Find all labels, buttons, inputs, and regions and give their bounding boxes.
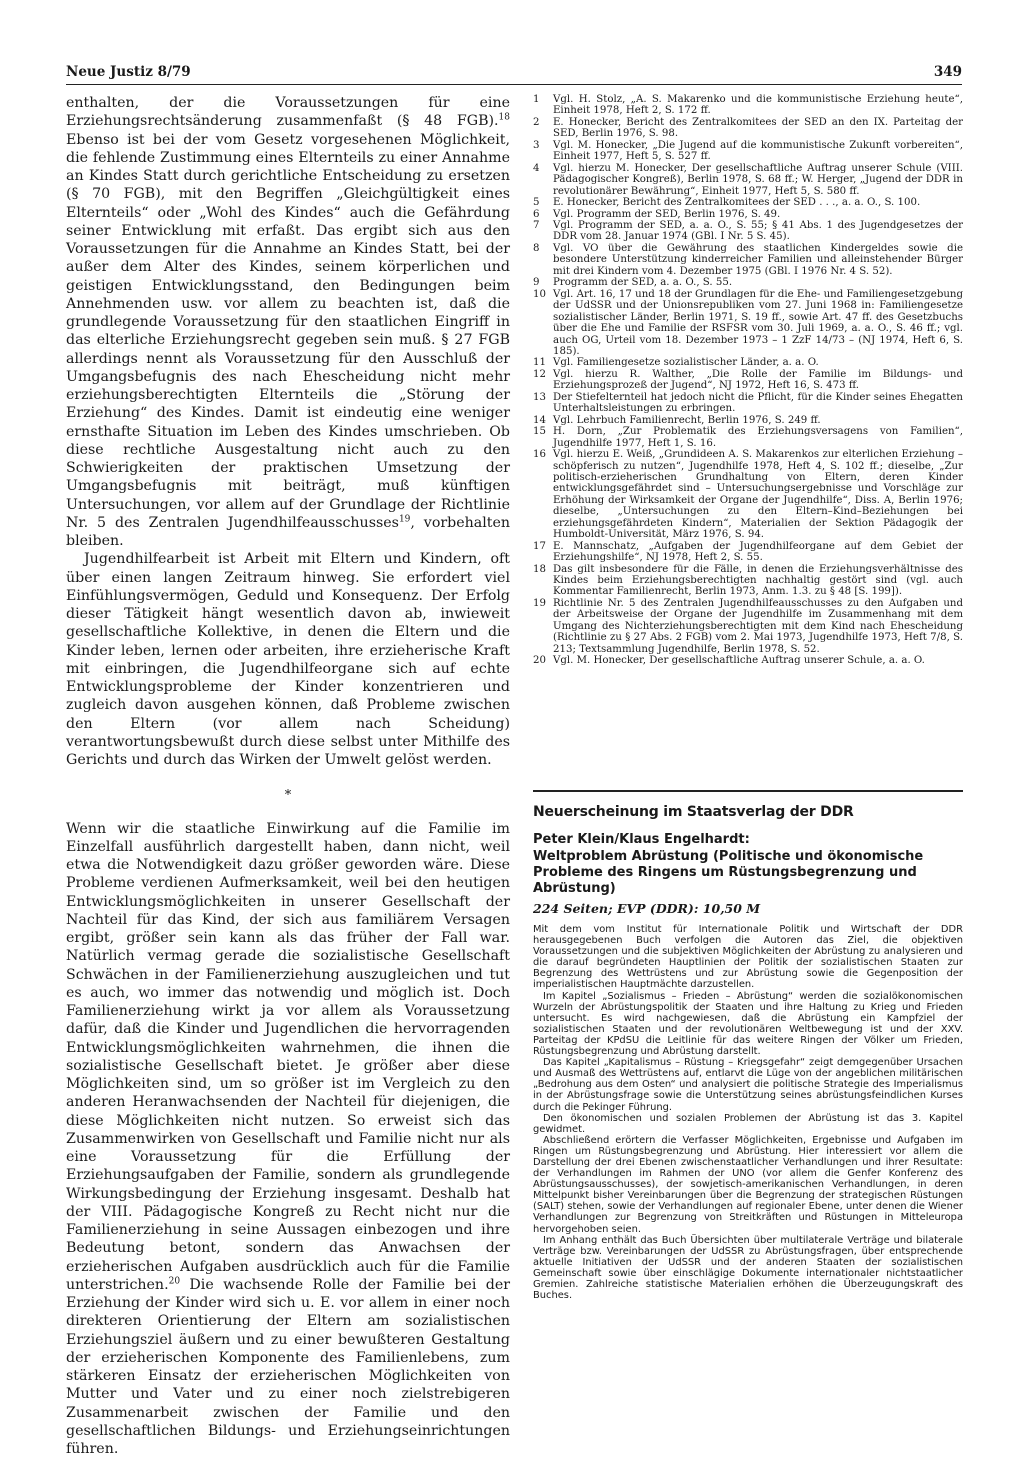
footnote-text: Vgl. M. Honecker, „Die Jugend auf die kommunistische Zukunft vorbereiten“, Einheit 1977, Heft 5, S. 527 ff.	[553, 140, 963, 163]
footnote-text: Der Stiefelternteil hat jedoch nicht die Pflicht, für die Kinder seines Ehegatten Unterhaltsleistungen zu erbringen.	[553, 392, 963, 415]
review-paragraph: Abschließend erörtern die Verfasser Möglichkeiten, Ergebnisse und Aufgaben im Ringen um Rüstungsbegrenzung und Abrüstung. Hier interessiert vor allem die Darstellung der drei Ebenen zwischenstaatlicher Verhandlungen und ihrer Resultate: der Verhandlungen im Rahmen der UNO (vor allem die Genfer Konferenz des Abrüstungsausschusses), der sowjetisch-amerikanischen Verhandlungen, in deren Mittelpunkt bisher Vereinbarungen über die Begrenzung der strategischen Rüstungen (SALT) stehen, sowie der Verhandlungen auf regionaler Ebene, unter denen die Wiener Verhandlungen zur Begrenzung von Streitkräften und Rüstungen in Mitteleuropa hervorgehoben seien.	[533, 1135, 963, 1235]
footnote-text: Vgl. Art. 16, 17 und 18 der Grundlagen für die Ehe- und Familiengesetzgebung der UdSSR und der Unionsrepubliken vom 27. Juni 1968 in: Familiengesetze sozialistischer Länder, Berlin 1971, S. 19 ff., sowie Art. 47 ff. des Gesetzbuchs über die Ehe und Familie der RSFSR vom 30. Juli 1969, a. a. O., S. 46 ff.; vgl. auch OG, Urteil vom 18. Dezember 1973 – 1 ZzF 14/73 – (NJ 1974, Heft 6, S. 185).	[553, 289, 963, 358]
footnote	[533, 220, 963, 243]
header-rule	[66, 84, 962, 85]
footnote-number: 17	[533, 541, 553, 564]
paragraph-1-part-a: enthalten, der die Voraussetzungen für eine Erziehungsrechtsänderung zusammenfaßt (§ 48 FGB).	[66, 95, 510, 129]
footnote-text: Vgl. Familiengesetze sozialistischer Länder, a. a. O.	[553, 357, 963, 368]
paragraph-1-part-c: , vorbehalten bleiben.	[66, 515, 510, 549]
main-text-column	[66, 94, 510, 1458]
footnote	[533, 243, 963, 277]
footnote-number: 9	[533, 277, 553, 288]
footnote-text: Das gilt insbesondere für die Fälle, in denen die Erziehungsverhältnisse des Kindes beim Erziehungsberechtigten nachhaltig gestört sind (vgl. auch Kommentar Familienrecht, Berlin 1973, Anm. 1.3. zu § 48 [S. 199]).	[553, 564, 963, 598]
footnote-number: 1	[533, 94, 553, 117]
footnote-text: E. Mannschatz, „Aufgaben der Jugendhilfeorgane auf dem Gebiet der Erziehungshilfe“, NJ 1978, Heft 2, S. 55.	[553, 541, 963, 564]
footnote-number: 3	[533, 140, 553, 163]
footnote-ref-20: 20	[169, 1276, 180, 1286]
footnote-text: Vgl. M. Honecker, Der gesellschaftliche Auftrag unserer Schule, a. a. O.	[553, 655, 963, 666]
footnote	[533, 415, 963, 426]
footnote-number: 18	[533, 564, 553, 598]
footnote-ref-18: 18	[499, 113, 510, 123]
footnote-number: 11	[533, 357, 553, 368]
footnote	[533, 655, 963, 666]
publication-price: 224 Seiten; EVP (DDR): 10,50 M	[533, 901, 963, 916]
footnote-number: 16	[533, 449, 553, 541]
paragraph-1-part-b: Ebenso ist bei der vom Gesetz vorgesehenen Möglichkeit, die fehlende Zustimmung eines Elternteils zu einer Annahme an Kindes Statt durch gerichtliche Entscheidung zu ersetzen (§ 70 FGB), mit den Begriffen „Gleichgültigkeit eines Elternteils“ oder „Wohl des Kindes“ auch die Gefährdung seiner Entwicklung mit erfaßt. Das ergibt sich aus den Voraussetzungen für die Annahme an Kindes Statt, bei der außer dem Alter des Kindes, seinem körperlichen und geistigen Entwicklungsstand, den Bedingungen beim Annehmenden usw. vor allem zu beachten ist, daß die grundlegende Voraussetzung für den staatlichen Eingriff in das elterliche Erziehungsrecht gegeben sein muß. § 27 FGB allerdings nennt als Voraussetzung für den Ausschluß der Umgangsbefugnis des nach Ehescheidung nicht mehr erziehungsberechtigten Elternteils die „Störung der Erziehung“ des Kindes. Damit ist eindeutig eine weniger ernsthafte Situation im Leben des Kindes umschrieben. Ob diese rechtliche Ausgestaltung nicht auch zu den Schwierigkeiten der praktischen Umsetzung der Umgangsbefugnis mit beiträgt, muß künftigen Untersuchungen, vor allem auf der Grundlage der Richtlinie Nr. 5 des Zentralen Jugendhilfeausschusses	[66, 132, 510, 531]
review-paragraph: Den ökonomischen und sozialen Problemen der Abrüstung ist das 3. Kapitel gewidmet.	[533, 1113, 963, 1135]
footnote-text: Vgl. hierzu M. Honecker, Der gesellschaftliche Auftrag unserer Schule (VIII. Pädagogischer Kongreß), Berlin 1978, S. 68 ff.; W. Herger, „Jugend der DDR in revolutionärer Bewährung“, Einheit 1977, Heft 5, S. 580 ff.	[553, 163, 963, 197]
footnote-number: 12	[533, 369, 553, 392]
journal-title: Neue Justiz 8/79	[66, 64, 191, 80]
footnote	[533, 140, 963, 163]
footnote	[533, 94, 963, 117]
right-column	[533, 94, 963, 667]
review-paragraph: Das Kapitel „Kapitalismus – Rüstung – Kriegsgefahr“ zeigt demgegenüber Ursachen und Ausmaß des Wettrüstens auf, entlarvt die Lüge von der angeblichen militärischen „Bedrohung aus dem Osten“ und analysiert die politische Strategie des Imperialismus in der Abrüstungsfrage sowie die Unterstützung seines abrüstungsfeindlichen Kurses durch die Pekinger Führung.	[533, 1057, 963, 1112]
footnote	[533, 289, 963, 358]
footnote-text: H. Dorn, „Zur Problematik des Erziehungsversagens von Familien“, Jugendhilfe 1977, Heft 1, S. 16.	[553, 426, 963, 449]
footnote-text: Vgl. VO über die Gewährung des staatlichen Kindergeldes sowie die besondere Unterstützung kinderreicher Familien und alleinstehender Bürger mit drei Kindern vom 4. Dezember 1975 (GBl. I 1976 Nr. 4 S. 52).	[553, 243, 963, 277]
footnote	[533, 117, 963, 140]
footnote-number: 2	[533, 117, 553, 140]
footnote-number: 6	[533, 209, 553, 220]
footnote-number: 4	[533, 163, 553, 197]
paragraph-2: Jugendhilfearbeit ist Arbeit mit Eltern und Kindern, oft über einen langen Zeitraum hinweg. Sie erfordert viel Einfühlungsvermögen, Geduld und Konsequenz. Der Erfolg dieser Tätigkeit hängt wesentlich davon ab, inwieweit gesellschaftliche Kollektive, in denen die Eltern und die Kinder leben, lernen oder arbeiten, ihre erzieherische Kraft mit einbringen, die Jugendhilfeorgane sich auf echte Entwicklungsprobleme der Kinder konzentrieren und zugleich davon ausgehen können, daß Probleme zwischen den Eltern (vor allem nach Scheidung) verantwortungsbewußt durch diese selbst unter Mithilfe des Gerichts und durch das Wirken der Umwelt gelöst werden.	[66, 550, 510, 769]
footnote-number: 20	[533, 655, 553, 666]
paragraph-3-part-a: Wenn wir die staatliche Einwirkung auf die Familie im Einzelfall ausführlich dargestellt haben, dann nicht, weil etwa die Notwendigkeit dazu größer geworden wäre. Diese Probleme verdienen Aufmerksamkeit, weil bei den heutigen Entwicklungsmöglichkeiten in unserer Gesellschaft der Nachteil für das Kind, der sich aus familiärem Versagen ergibt, größer sein kann als das früher der Fall war. Natürlich vermag gerade die sozialistische Gesellschaft Schwächen in der Familienerziehung auszugleichen und tut es auch, wo immer das notwendig und möglich ist. Doch Familienerziehung wirkt ja vor allem als Voraussetzung dafür, daß die Kinder und Jugendlichen die hervorragenden Entwicklungsmöglichkeiten wahrnehmen, die ihnen die sozialistische Gesellschaft bietet. Je größer aber diese Möglichkeiten sind, um so größer ist im Vergleich zu den anderen Heranwachsenden der Nachteil für diejenigen, die diese Möglichkeiten nicht nutzen. So erweist sich das Zusammenwirken von Gesellschaft und Familie nicht nur als eine Voraussetzung für die Erfüllung der Erziehungsaufgaben der Familie, sondern als grundlegende Wirkungsbedingung der Erziehung insgesamt. Deshalb hat der VIII. Pädagogische Kongreß zu Recht nicht nur die Familienerziehung in seine Aussagen einbezogen und ihre Bedeutung betont, sondern das Anwachsen der erzieherischen Aufgaben ausdrücklich auch für die Familie unterstrichen.	[66, 821, 510, 1293]
footnote-text: Vgl. hierzu E. Weiß, „Grundideen A. S. Makarenkos zur elterlichen Erziehung – schöpferisch zu nutzen“, Jugendhilfe 1978, Heft 4, S. 102 ff.; dieselbe, „Zur politisch-erzieherischen Grundhaltung von Eltern, deren Kinder entwicklungsgefährdet sind – Untersuchungsergebnisse und Vorschläge zur Erhöhung der Wirksamkeit der Organe der Jugendhilfe“, Diss. A, Berlin 1976; dieselbe, „Untersuchungen zu den Eltern–Kind–Beziehungen bei erziehungsgefährdeten Kindern“, Materialien der Sektion Pädagogik der Humboldt-Universität, März 1976, S. 94.	[553, 449, 963, 541]
section-separator: *	[66, 787, 510, 805]
page-number: 349	[934, 64, 962, 80]
review-paragraph: Mit dem vom Institut für Internationale Politik und Wirtschaft der DDR herausgegebenen Buch verfolgen die Autoren das Ziel, die objektiven Voraussetzungen und die subjektiven Möglichkeiten der Abrüstung zu analysieren und die darauf begründeten Hauptlinien der Politik der sozialistischen Staaten zur Begrenzung des Wettrüstens und zur Abrüstung sowie die Gegenposition der imperialistischen Hauptmächte darzustellen.	[533, 924, 963, 991]
footnote-text: Programm der SED, a. a. O., S. 55.	[553, 277, 963, 288]
footnote-number: 19	[533, 598, 553, 655]
footnote	[533, 449, 963, 541]
footnote-number: 13	[533, 392, 553, 415]
footnote-text: E. Honecker, Bericht des Zentralkomitees der SED . . ., a. a. O., S. 100.	[553, 197, 963, 208]
publication-notice	[533, 804, 963, 1301]
page-header	[66, 64, 962, 86]
footnote	[533, 541, 963, 564]
footnote-text: Vgl. Programm der SED, Berlin 1976, S. 49.	[553, 209, 963, 220]
footnote	[533, 357, 963, 368]
footnote-text: Richtlinie Nr. 5 des Zentralen Jugendhilfeausschusses zu den Aufgaben und der Arbeitsweise der Organe der Jugendhilfe im Zusammenhang mit dem Umgang des Nichterziehungsberechtigten mit dem Kind nach Ehescheidung (Richtlinie zu § 27 Abs. 2 FGB) vom 2. Mai 1973, Jugendhilfe 1973, Heft 7/8, S. 213; Textsammlung Jugendhilfe, Berlin 1978, S. 52.	[553, 598, 963, 655]
paragraph-3-part-b: Die wachsende Rolle der Familie bei der Erziehung der Kinder wird sich u. E. vor allem in einer noch direkteren Orientierung der Eltern am sozialistischen Erziehungsziel äußern und zu einer bewußteren Gestaltung der erzieherischen Komponente des Familienlebens, zum stärkeren Einsatz der erzieherischen Möglichkeiten von Mutter und Vater und zu einer noch zielstrebigeren Zusammenarbeit zwischen der Familie und den gesellschaftlichen Bildungs- und Erziehungseinrichtungen führen.	[66, 1277, 510, 1457]
publication-authors: Peter Klein/Klaus Engelhardt:	[533, 832, 963, 847]
footnote-text: E. Honecker, Bericht des Zentralkomitees der SED an den IX. Parteitag der SED, Berlin 1976, S. 98.	[553, 117, 963, 140]
publication-review	[533, 924, 963, 1301]
footnote	[533, 163, 963, 197]
footnote-ref-19: 19	[399, 514, 410, 524]
publication-rule	[533, 790, 963, 792]
paragraph-3	[66, 820, 510, 1458]
footnote	[533, 209, 963, 220]
footnote	[533, 277, 963, 288]
footnote	[533, 369, 963, 392]
publication-heading: Neuerscheinung im Staatsverlag der DDR	[533, 804, 963, 820]
footnotes-list	[533, 94, 963, 667]
footnote-number: 10	[533, 289, 553, 358]
footnote-text: Vgl. Programm der SED, a. a. O., S. 55; § 41 Abs. 1 des Jugendgesetzes der DDR vom 28. Januar 1974 (GBl. I Nr. 5 S. 45).	[553, 220, 963, 243]
footnote	[533, 598, 963, 655]
footnote-number: 7	[533, 220, 553, 243]
footnote-number: 15	[533, 426, 553, 449]
footnote	[533, 426, 963, 449]
review-paragraph: Im Anhang enthält das Buch Übersichten über multilaterale Verträge und bilaterale Verträge bzw. Vereinbarungen der UdSSR zu Abrüstungsfragen, über entsprechende aktuelle Initiativen der UdSSR und der anderen Staaten der sozialistischen Gemeinschaft sowie über einschlägige Dokumente internationaler nichtstaatlicher Gremien. Zahlreiche statistische Materialien erhöhen die Überzeugungskraft des Buches.	[533, 1235, 963, 1302]
footnote-number: 5	[533, 197, 553, 208]
paragraph-1	[66, 94, 510, 550]
footnote-number: 14	[533, 415, 553, 426]
footnote-text: Vgl. hierzu R. Walther, „Die Rolle der Familie im Bildungs- und Erziehungsprozeß der Jugend“, NJ 1972, Heft 16, S. 473 ff.	[553, 369, 963, 392]
footnote-number: 8	[533, 243, 553, 277]
footnote-text: Vgl. Lehrbuch Familienrecht, Berlin 1976, S. 249 ff.	[553, 415, 963, 426]
footnote	[533, 564, 963, 598]
review-paragraph: Im Kapitel „Sozialismus – Frieden – Abrüstung“ werden die sozialökonomischen Wurzeln der Abrüstungspolitik der Staaten und ihre Haltung zu Krieg und Frieden untersucht. Es wird nachgewiesen, daß die Abrüstung ein Kampfziel der sozialistischen Staaten und der revolutionären Weltbewegung ist und der XXV. Parteitag der KPdSU die Leitlinie für das weitere Ringen der Völker um Frieden, Rüstungsbegrenzung und Abrüstung darstellt.	[533, 991, 963, 1058]
publication-title: Weltproblem Abrüstung (Politische und ökonomische Probleme des Ringens um Rüstungsbegrenzung und Abrüstung)	[533, 849, 963, 897]
footnote	[533, 392, 963, 415]
footnote	[533, 197, 963, 208]
footnote-text: Vgl. H. Stolz, „A. S. Makarenko und die kommunistische Erziehung heute“, Einheit 1978, Heft 2, S. 172 ff.	[553, 94, 963, 117]
